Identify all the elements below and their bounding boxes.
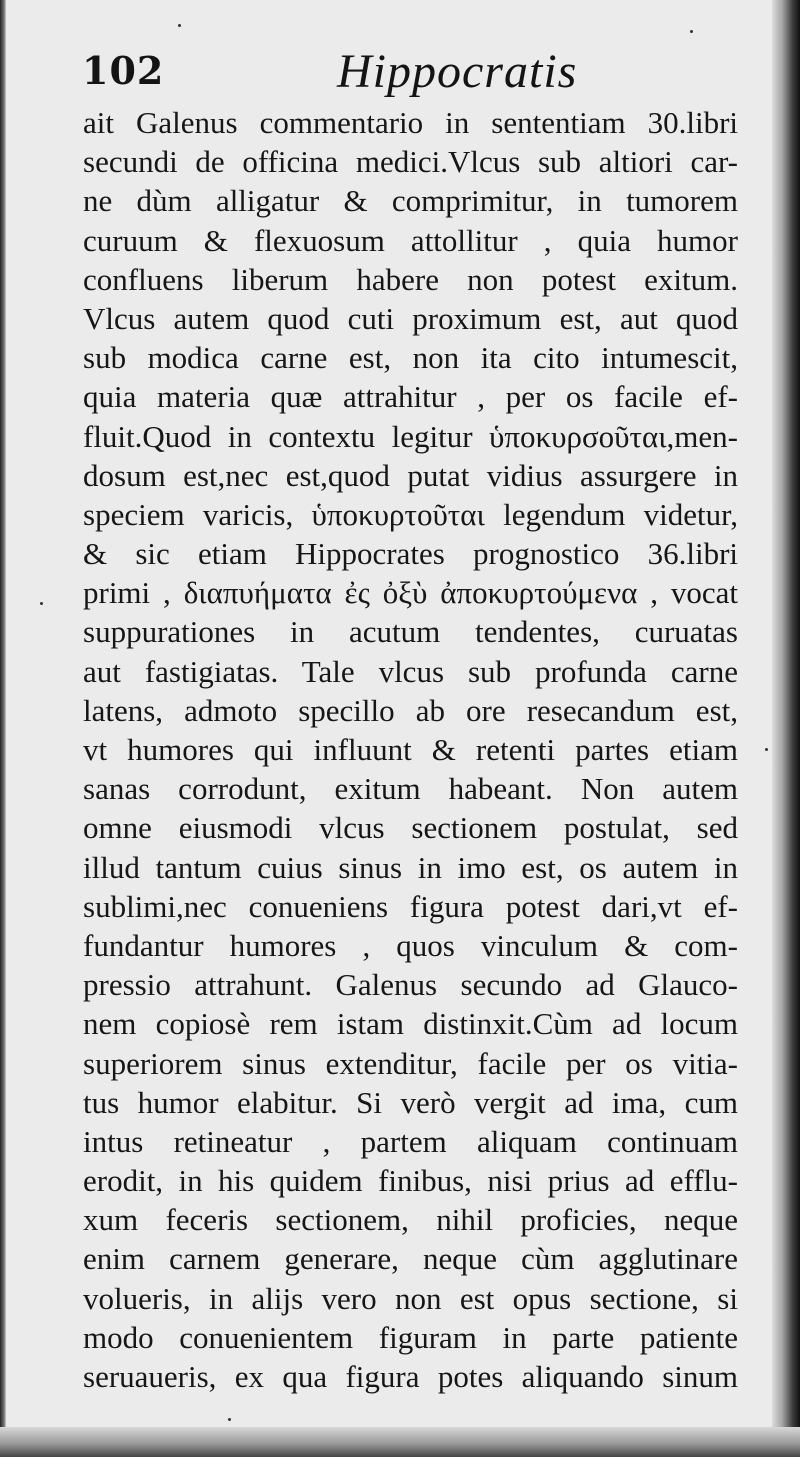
text-line: pressio attrahunt. Galenus secundo ad Glauco- (83, 967, 738, 1003)
text-line: volueris, in alijs vero non est opus sectione, si (83, 1280, 738, 1316)
text-line: superiorem sinus extenditur, facile per os vitia- (83, 1045, 738, 1081)
paper-fleck (765, 748, 768, 751)
text-line: sublimi,nec conueniens figura potest dari,vt ef- (83, 888, 738, 924)
text-line: latens, admoto specillo ab ore resecandum est, (83, 692, 738, 728)
text-line: ait Galenus commentario in sententiam 30.libri (83, 105, 738, 140)
text-line: erodit, in his quidem finibus, nisi prius ad efflu- (83, 1163, 738, 1199)
text-line: primi , διαπυήματα ἐς ὀξὺ ἀποκυρτούμενα , vocat (83, 575, 738, 611)
text-line: enim carnem generare, neque cùm agglutinare (83, 1241, 738, 1277)
text-line: nem copiosè rem istam distinxit.Cùm ad locum (83, 1006, 738, 1042)
text-line: omne eiusmodi vlcus sectionem postulat, sed (83, 810, 738, 846)
text-line: speciem varicis, ὑποκυρτοῦται legendum videtur, (83, 496, 738, 532)
text-line: quia materia quæ attrahitur , per os facile ef- (83, 379, 738, 415)
body-text (83, 103, 738, 1396)
text-line: intus retineatur , partem aliquam continuam (83, 1123, 738, 1159)
text-line: modo conuenientem figuram in parte patiente (83, 1319, 738, 1355)
text-line: xum feceris sectionem, nihil proficies, neque (83, 1202, 738, 1238)
text-line: suppurationes in acutum tendentes, curuatas (83, 614, 738, 650)
paper-fleck (178, 24, 181, 27)
text-line: tus humor elabitur. Si verò vergit ad ima, cum (83, 1084, 738, 1120)
text-line: Vlcus autem quod cuti proximum est, aut quod (83, 300, 738, 336)
page-right-edge (772, 0, 800, 1457)
text-line: curuum & flexuosum attollitur , quia humor (83, 222, 738, 258)
paper-fleck (228, 1418, 231, 1421)
text-line: dosum est,nec est,quod putat vidius assurgere in (83, 457, 738, 493)
page-bottom-edge (0, 1427, 800, 1457)
text-line: secundi de officina medici.Vlcus sub altiori car- (83, 144, 738, 180)
text-line: seruaueris, ex qua figura potes aliquando sinum (83, 1359, 738, 1394)
text-line: vt humores qui influunt & retenti partes etiam (83, 732, 738, 767)
text-line: ne dùm alligatur & comprimitur, in tumorem (83, 183, 738, 219)
paper-fleck (690, 30, 693, 33)
text-line: aut fastigiatas. Tale vlcus sub profunda carne (83, 653, 738, 689)
running-title: Hippocratis (337, 45, 578, 98)
text-line: fluit.Quod in contextu legitur ὑποκυρσοῦται,men- (83, 418, 738, 454)
page-left-edge (0, 0, 6, 1457)
text-line: sub modica carne est, non ita cito intumescit, (83, 340, 738, 376)
running-head (82, 44, 742, 104)
text-line: fundantur humores , quos vinculum & com- (83, 927, 738, 963)
text-line: confluens liberum habere non potest exitum. (83, 261, 738, 297)
text-line: sanas corrodunt, exitum habeant. Non autem (83, 771, 738, 807)
text-line: & sic etiam Hippocrates prognostico 36.libri (83, 536, 738, 572)
page-number: 102 (82, 48, 165, 93)
text-line: illud tantum cuius sinus in imo est, os autem in (83, 849, 738, 885)
paper-fleck (40, 602, 43, 605)
